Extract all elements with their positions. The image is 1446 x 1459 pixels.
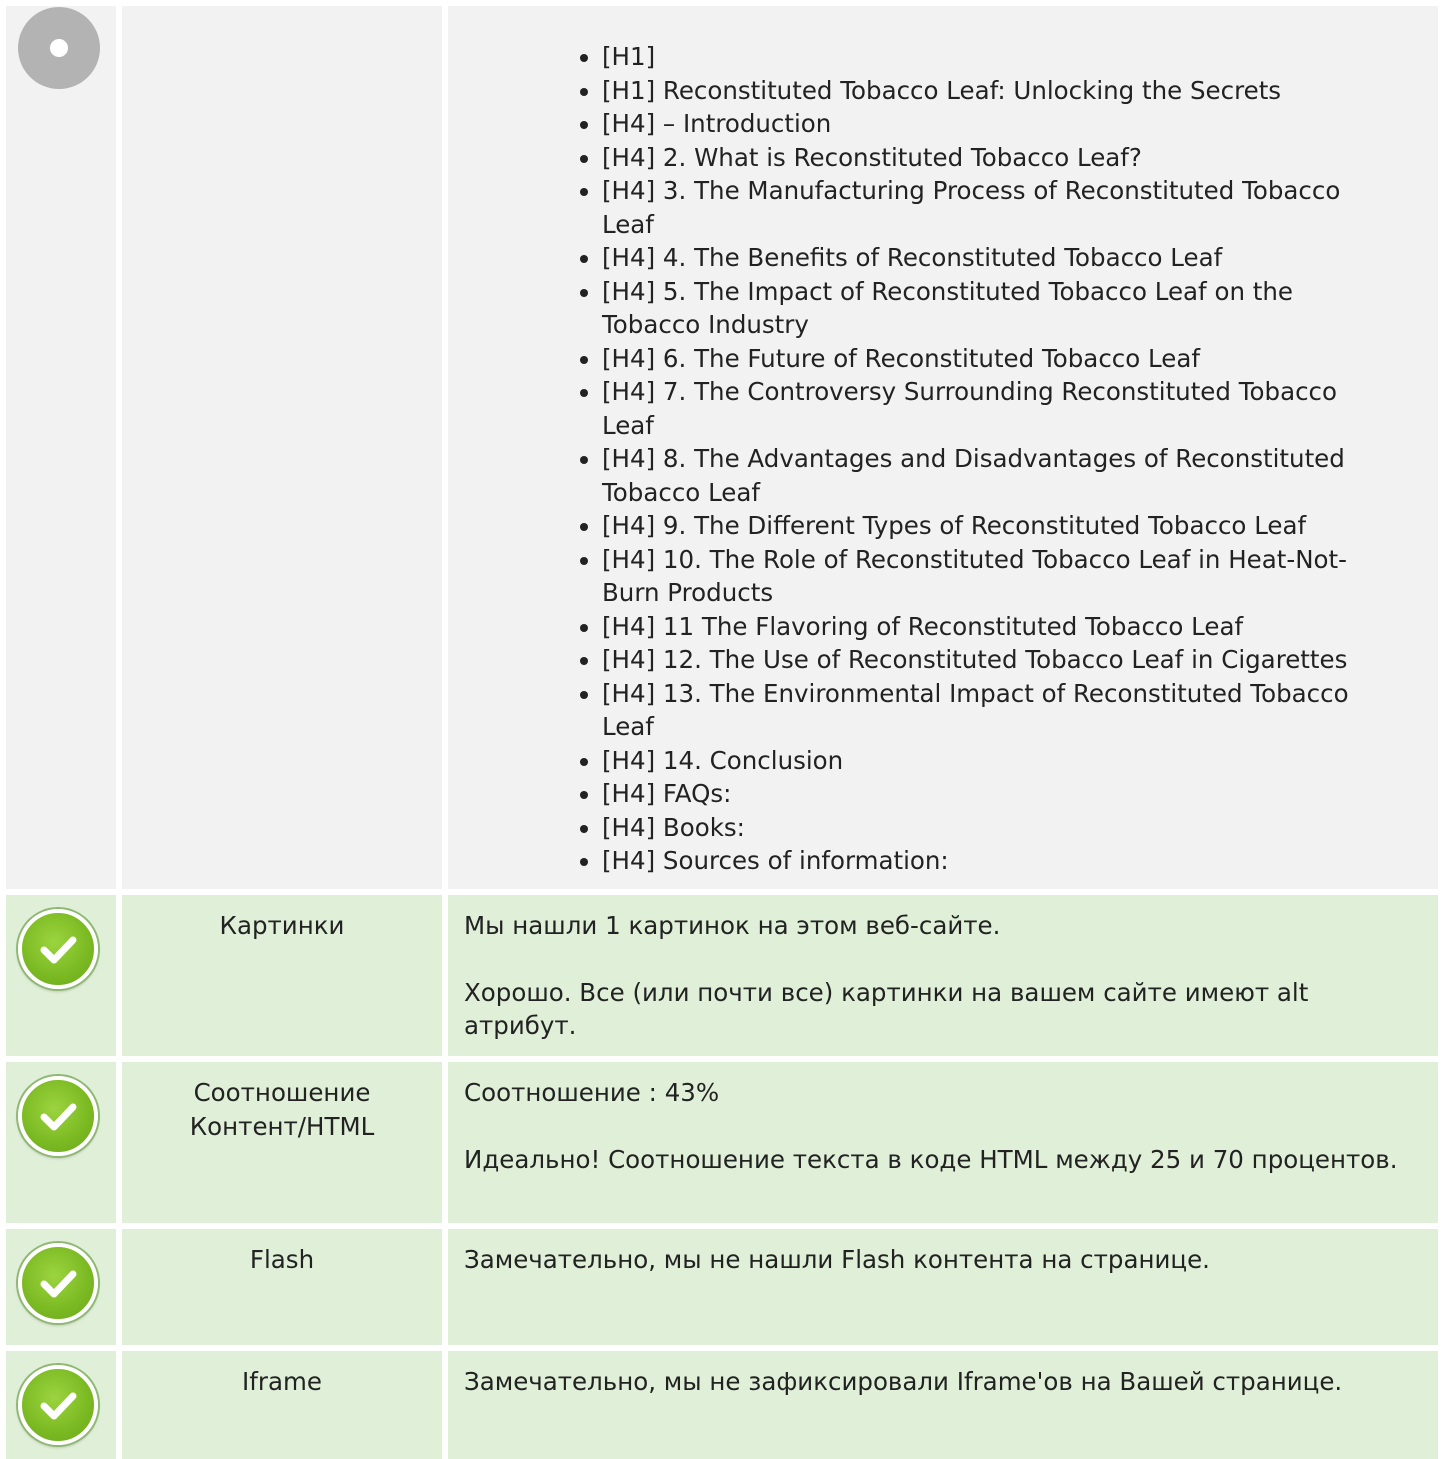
flash-label: Flash: [122, 1229, 442, 1345]
heading-item: [H4] 7. The Controversy Surrounding Reconstituted Tobacco Leaf: [576, 375, 1422, 442]
iframe-description: [448, 1351, 1438, 1459]
check-icon: [18, 909, 98, 989]
heading-item: [H4] 12. The Use of Reconstituted Tobacco Leaf in Cigarettes: [576, 643, 1422, 677]
images-check-row: [6, 895, 1438, 1056]
images-status-cell: [6, 895, 116, 1056]
images-label: Картинки: [122, 895, 442, 1056]
ratio-advice-text: Идеально! Соотношение текста в коде HTML между 25 и 70 процентов.: [464, 1144, 1398, 1174]
images-description: [448, 895, 1438, 1056]
heading-item: [H1]: [576, 40, 1422, 74]
info-icon: [18, 7, 100, 89]
check-icon: [18, 1365, 98, 1445]
heading-item: [H4] 4. The Benefits of Reconstituted Tobacco Leaf: [576, 241, 1422, 275]
headings-row: [6, 6, 1438, 889]
heading-item: [H4] 9. The Different Types of Reconstituted Tobacco Leaf: [576, 509, 1422, 543]
heading-item: [H4] 13. The Environmental Impact of Reconstituted Tobacco Leaf: [576, 677, 1422, 744]
images-advice-text: Хорошо. Все (или почти все) картинки на вашем сайте имеют alt атрибут.: [464, 977, 1309, 1040]
flash-result-text: Замечательно, мы не нашли Flash контента на странице.: [464, 1245, 1210, 1274]
heading-item: [H4] 2. What is Reconstituted Tobacco Leaf?: [576, 141, 1422, 175]
heading-item: [H4] 14. Conclusion: [576, 744, 1422, 778]
images-result-text: Мы нашли 1 картинок на этом веб-сайте.: [464, 911, 1001, 940]
iframe-label: Iframe: [122, 1351, 442, 1459]
heading-item: [H4] Sources of information:: [576, 844, 1422, 878]
check-icon: [18, 1076, 98, 1156]
ratio-label: Соотношение Контент/HTML: [122, 1062, 442, 1223]
iframe-check-row: [6, 1351, 1438, 1459]
flash-status-cell: [6, 1229, 116, 1345]
heading-item: [H4] Books:: [576, 811, 1422, 845]
heading-item: [H4] 3. The Manufacturing Process of Reconstituted Tobacco Leaf: [576, 174, 1422, 241]
iframe-result-text: Замечательно, мы не зафиксировали Iframe'ов на Вашей странице.: [464, 1367, 1343, 1396]
heading-item: [H4] 8. The Advantages and Disadvantages of Reconstituted Tobacco Leaf: [576, 442, 1422, 509]
heading-item: [H4] 10. The Role of Reconstituted Tobacco Leaf in Heat-Not-Burn Products: [576, 543, 1422, 610]
ratio-description: [448, 1062, 1438, 1223]
headings-label-cell: [122, 6, 442, 889]
heading-item: [H1] Reconstituted Tobacco Leaf: Unlocking the Secrets: [576, 74, 1422, 108]
heading-item: [H4] FAQs:: [576, 777, 1422, 811]
heading-item: [H4] 11 The Flavoring of Reconstituted Tobacco Leaf: [576, 610, 1422, 644]
ratio-check-row: [6, 1062, 1438, 1223]
seo-report-table: [6, 6, 1438, 1459]
heading-item: [H4] – Introduction: [576, 107, 1422, 141]
headings-list: [464, 40, 1422, 878]
ratio-result-text: Соотношение : 43%: [464, 1078, 720, 1107]
headings-desc-cell: [448, 6, 1438, 889]
headings-status-cell: [6, 6, 116, 889]
heading-item: [H4] 6. The Future of Reconstituted Tobacco Leaf: [576, 342, 1422, 376]
iframe-status-cell: [6, 1351, 116, 1459]
check-icon: [18, 1243, 98, 1323]
flash-check-row: [6, 1229, 1438, 1345]
flash-description: [448, 1229, 1438, 1345]
heading-item: [H4] 5. The Impact of Reconstituted Tobacco Leaf on the Tobacco Industry: [576, 275, 1422, 342]
ratio-status-cell: [6, 1062, 116, 1223]
